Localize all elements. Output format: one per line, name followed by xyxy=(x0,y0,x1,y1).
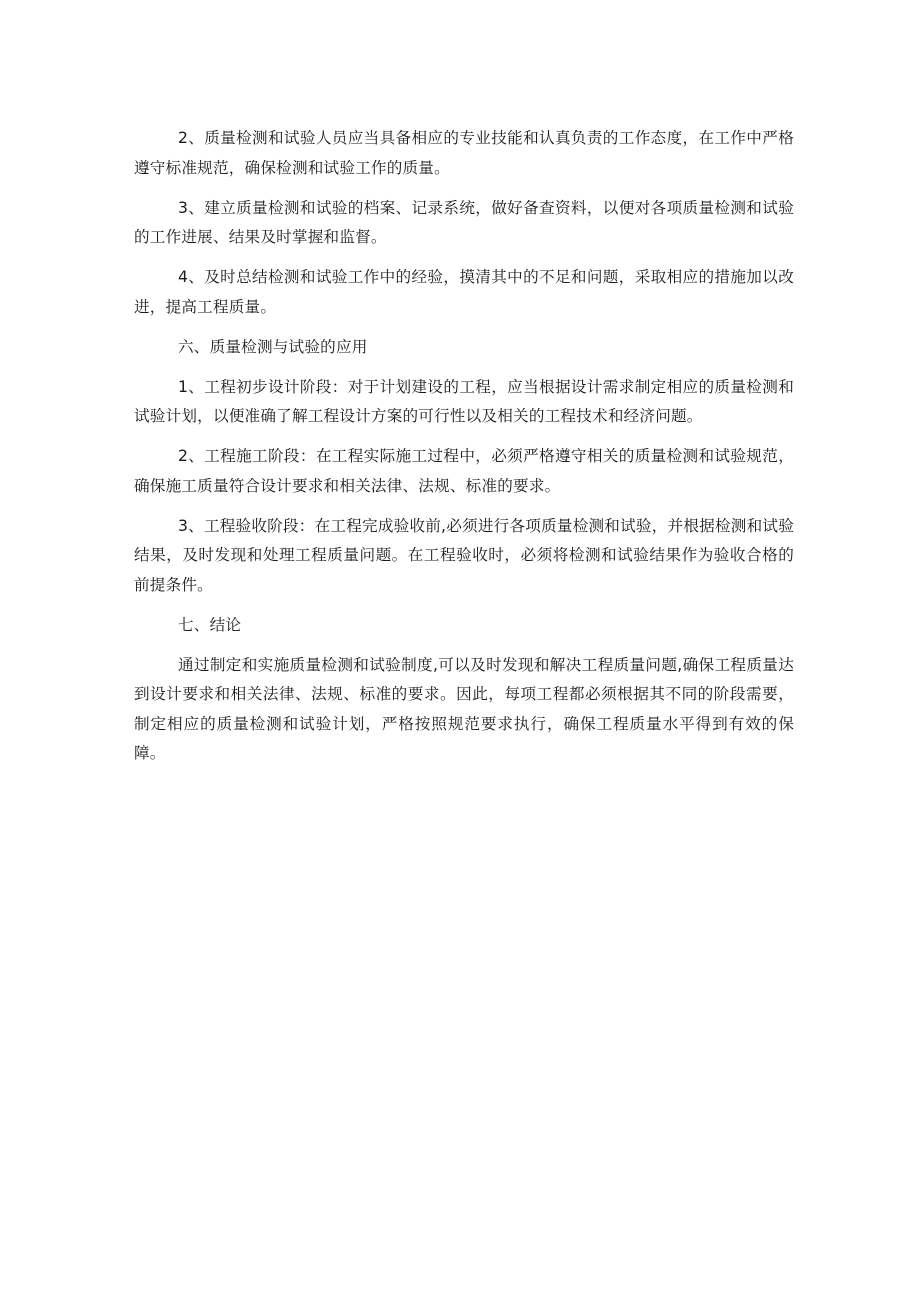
section-heading-application: 六、质量检测与试验的应用 xyxy=(178,337,368,356)
paragraph-records-system: 3、建立质量检测和试验的档案、记录系统，做好备查资料，以便对各项质量检测和试验的工作进展、结果及时掌握和监督。 xyxy=(134,198,794,246)
document-body xyxy=(134,124,794,779)
paragraph-acceptance-stage: 3、工程验收阶段：在工程完成验收前,必须进行各项质量检测和试验，并根据检测和试验结果，及时发现和处理工程质量问题。在工程验收时，必须将检测和试验结果作为验收合格的前提条件。 xyxy=(134,516,794,594)
section-heading-conclusion: 七、结论 xyxy=(178,615,242,634)
paragraph-design-stage: 1、工程初步设计阶段：对于计划建设的工程，应当根据设计需求制定相应的质量检测和试验计划，以便准确了解工程设计方案的可行性以及相关的工程技术和经济问题。 xyxy=(134,377,794,425)
paragraph-construction-stage: 2、工程施工阶段：在工程实际施工过程中，必须严格遵守相关的质量检测和试验规范，确保施工质量符合设计要求和相关法律、法规、标准的要求。 xyxy=(134,447,794,495)
paragraph-summarize-experience: 4、及时总结检测和试验工作中的经验，摸清其中的不足和问题，采取相应的措施加以改进，提高工程质量。 xyxy=(134,268,794,316)
paragraph-staff-qualification: 2、质量检测和试验人员应当具备相应的专业技能和认真负责的工作态度，在工作中严格遵守标准规范，确保检测和试验工作的质量。 xyxy=(134,129,794,177)
paragraph-conclusion: 通过制定和实施质量检测和试验制度,可以及时发现和解决工程质量问题,确保工程质量达到设计要求和相关法律、法规、标准的要求。因此，每项工程都必须根据其不同的阶段需要，制定相应的质量检测和试验计划，严格按照规范要求执行，确保工程质量水平得到有效的保障。 xyxy=(134,655,794,762)
